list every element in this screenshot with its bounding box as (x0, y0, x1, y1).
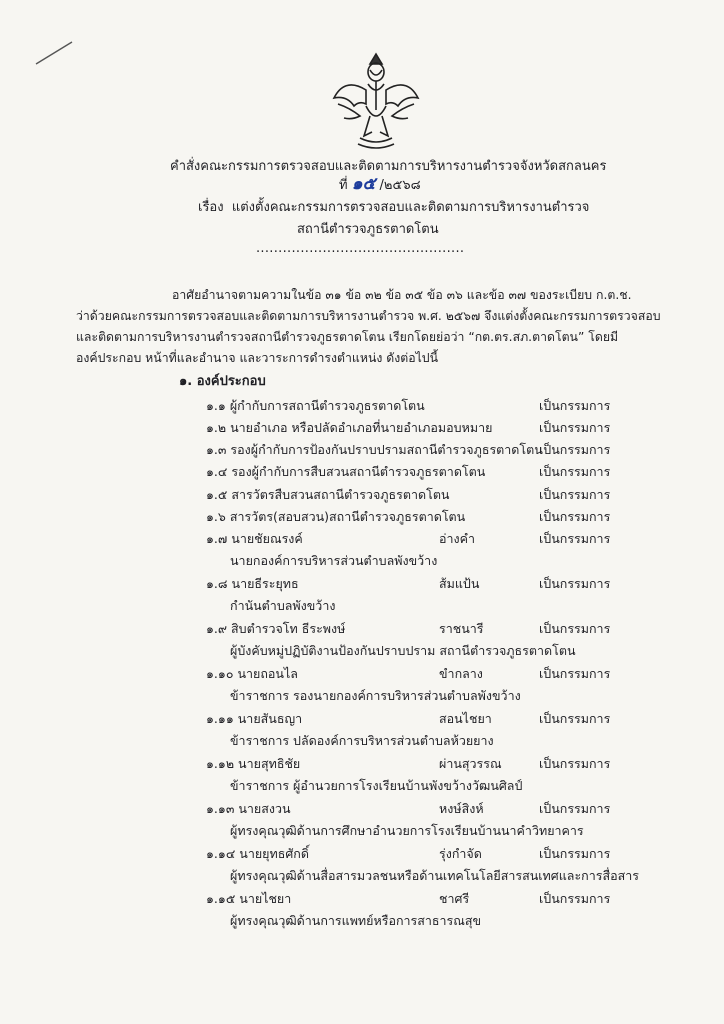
member-surname: รุ่งกำจัด (439, 846, 482, 861)
member-role: เป็นกรรมการ (539, 666, 611, 681)
pen-stroke-mark (34, 38, 74, 66)
member-surname: ชาศรี (439, 891, 470, 906)
member-row (206, 529, 618, 549)
member-name: ๑.๙ สิบตำรวจโท ธีระพงษ์ (206, 621, 346, 636)
member-row (206, 619, 618, 639)
member-role: เป็นกรรมการ (539, 420, 611, 435)
member-detail: กำนันตำบลพังขว้าง (230, 598, 336, 613)
member-row (206, 396, 618, 416)
member-row (206, 462, 618, 482)
order-number-prefix: ที่ (339, 178, 348, 193)
member-row (206, 664, 618, 684)
member-row (206, 418, 618, 438)
member-role: เป็นกรรมการ (539, 576, 611, 591)
body-line-3: และติดตามการบริหารงานตำรวจสถานีตำรวจภูธรตาดโตน เรียกโดยย่อว่า “กต.ตร.สภ.ตาดโตน” โดยมี (76, 330, 619, 344)
subject-label: เรื่อง (198, 200, 224, 215)
member-role: เป็นกรรมการ (539, 621, 611, 636)
member-name: ๑.๗ นายชัยณรงค์ (206, 531, 303, 546)
member-role: เป็นกรรมการ (539, 711, 611, 726)
member-surname: สอนไชยา (439, 711, 492, 726)
member-row (206, 574, 618, 594)
member-name: ๑.๘ นายธีระยุทธ (206, 576, 299, 591)
member-name: ๑.๑๓ นายสงวน (206, 801, 291, 816)
subject-line-2: สถานีตำรวจภูธรตาดโตน (297, 222, 439, 237)
subject-line-1 (198, 199, 589, 217)
member-detail: ข้าราชการ ผู้อำนวยการโรงเรียนบ้านพังขว้างวัฒนศิลป์ (230, 778, 523, 793)
member-role: เป็นกรรมการ (539, 801, 611, 816)
subject-text-1: แต่งตั้งคณะกรรมการตรวจสอบและติดตามการบริหารงานตำรวจ (231, 200, 590, 215)
member-detail: ผู้ทรงคุณวุฒิด้านการศึกษาอำนวยการโรงเรียนบ้านนาคำวิทยาคาร (230, 823, 584, 838)
member-detail: ผู้บังคับหมู่ปฏิบัติงานป้องกันปราบปราม สถานีตำรวจภูธรตาดโตน (230, 643, 576, 658)
member-row (206, 889, 618, 909)
member-surname: อ่างคำ (439, 531, 476, 546)
member-row (206, 507, 618, 527)
member-role: เป็นกรรมการ (539, 398, 611, 413)
member-role: เป็นกรรมการ (539, 756, 611, 771)
member-role: เป็นกรรมการ (539, 464, 611, 479)
member-surname: ขำกลาง (439, 666, 483, 681)
member-name: ๑.๑๔ นายยุทธศักดิ์ (206, 846, 309, 861)
member-role: เป็นกรรมการ (539, 487, 611, 502)
member-row (206, 485, 618, 505)
section-heading: ๑. องค์ประกอบ (179, 374, 266, 389)
member-detail: ข้าราชการ ปลัดองค์การบริหารส่วนตำบลห้วยยาง (230, 733, 494, 748)
order-title: คำสั่งคณะกรรมการตรวจสอบและติดตามการบริหารงานตำรวจจังหวัดสกลนคร (170, 159, 607, 174)
member-name: ๑.๑๕ นายไชยา (206, 891, 292, 906)
member-text: ๑.๕ สารวัตรสืบสวนสถานีตำรวจภูธรตาดโตน (206, 487, 450, 502)
member-row (206, 844, 618, 864)
member-role: เป็นกรรมการ (539, 509, 611, 524)
member-role: เป็นกรรมการ (539, 891, 611, 906)
garuda-emblem-icon (330, 50, 422, 154)
member-row (206, 440, 618, 460)
member-detail: ผู้ทรงคุณวุฒิด้านการแพทย์หรือการสาธารณสุข (230, 913, 482, 928)
member-surname: ผ่านสุวรรณ (439, 756, 502, 771)
body-line-1: อาศัยอำนาจตามความในข้อ ๓๑ ข้อ ๓๒ ข้อ ๓๕ ข้อ ๓๖ และข้อ ๓๗ ของระเบียบ ก.ต.ช. (172, 288, 632, 302)
member-row (206, 709, 618, 729)
member-name: ๑.๑๒ นายสุทธิชัย (206, 756, 301, 771)
member-text: ๑.๔ รองผู้กำกับการสืบสวนสถานีตำรวจภูธรตาดโตน (206, 464, 486, 479)
member-detail: ผู้ทรงคุณวุฒิด้านสื่อสารมวลชนหรือด้านเทคโนโลยีสารสนเทศและการสื่อสาร (230, 868, 639, 883)
handwritten-number: ๑๕ (351, 174, 376, 194)
member-surname: ส้มแป้น (439, 576, 480, 591)
member-text: ๑.๓ รองผู้กำกับการป้องกันปราบปรามสถานีตำรวจภูธรตาดโตน (206, 442, 543, 457)
member-detail: นายกองค์การบริหารส่วนตำบลพังขว้าง (230, 553, 438, 568)
member-role: เป็นกรรมการ (539, 442, 611, 457)
member-row (206, 754, 618, 774)
member-row (206, 799, 618, 819)
body-line-2: ว่าด้วยคณะกรรมการตรวจสอบและติดตามการบริหารงานตำรวจ พ.ศ. ๒๕๖๗ จึงแต่งตั้งคณะกรรมการตรวจสอบ (76, 309, 661, 323)
member-role: เป็นกรรมการ (539, 846, 611, 861)
body-line-4: องค์ประกอบ หน้าที่และอำนาจ และวาระการดำรงตำแหน่ง ดังต่อไปนี้ (76, 351, 439, 365)
order-number (339, 175, 421, 195)
member-role: เป็นกรรมการ (539, 531, 611, 546)
member-text: ๑.๒ นายอำเภอ หรือปลัดอำเภอที่นายอำเภอมอบหมาย (206, 420, 493, 435)
member-name: ๑.๑๐ นายถอนไล (206, 666, 298, 681)
member-detail: ข้าราชการ รองนายกองค์การบริหารส่วนตำบลพังขว้าง (230, 688, 521, 703)
member-text: ๑.๖ สารวัตร(สอบสวน)สถานีตำรวจภูธรตาดโตน (206, 509, 466, 524)
member-surname: หงษ์สิงห์ (439, 801, 484, 816)
member-surname: ราชนารี (439, 621, 484, 636)
order-year: /๒๕๖๘ (379, 178, 421, 193)
member-text: ๑.๑ ผู้กำกับการสถานีตำรวจภูธรตาดโตน (206, 398, 425, 413)
member-name: ๑.๑๑ นายสันธญา (206, 711, 303, 726)
dotted-separator: ............................................... (256, 241, 465, 256)
